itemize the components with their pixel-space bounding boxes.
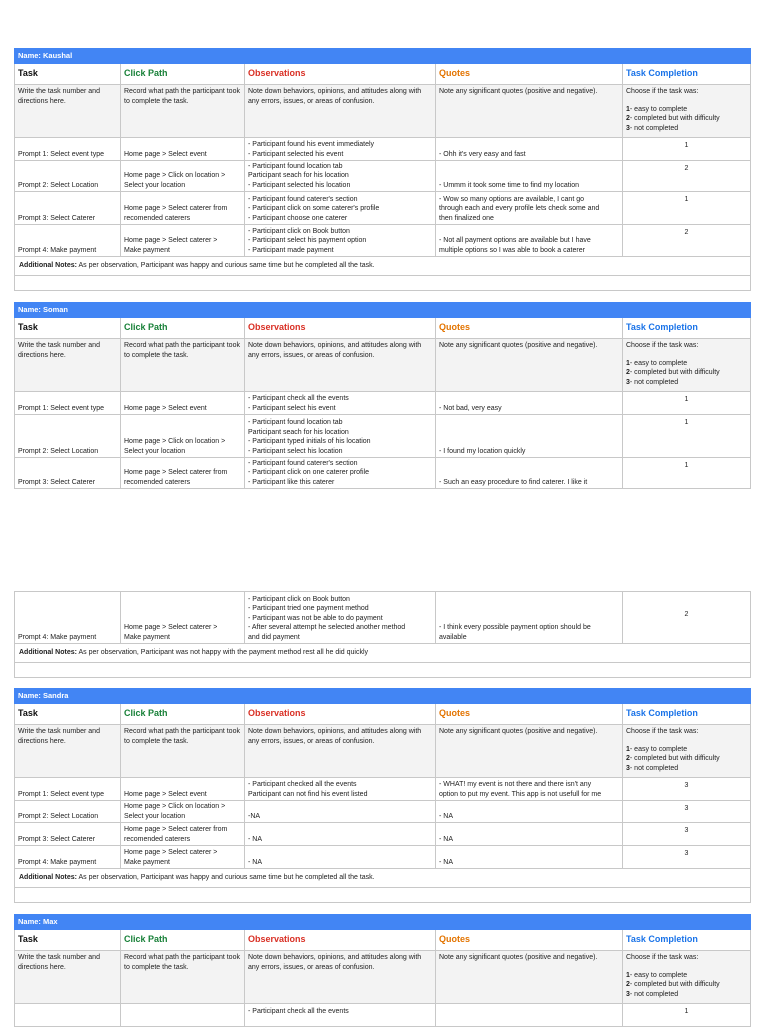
cell-click-path: Home page > Select caterer > Make payment — [121, 846, 245, 868]
additional-notes: Additional Notes: As per observation, Participant was not happy with the payment method rest all he did quickly — [14, 644, 751, 663]
cell-observations: - Participant check all the events - Participant select his event — [245, 392, 436, 414]
table-row — [14, 591, 751, 644]
empty-row — [14, 888, 751, 903]
cell-click-path: Home page > Select caterer > Make payment — [121, 225, 245, 256]
cell-completion: 1 — [623, 392, 751, 414]
cell-task: Prompt 4: Make payment — [14, 225, 121, 256]
header-quotes: Quotes — [436, 318, 623, 338]
empty-row — [14, 663, 751, 678]
cell-observations: - NA — [245, 823, 436, 845]
desc-observations: Note down behaviors, opinions, and attitudes along with any errors, issues, or areas of confusion. — [245, 951, 436, 1003]
cell-observations: - Participant click on Book button - Participant tried one payment method - Participant was not be able to do payment - After several attempt he selected another method and did payment — [245, 592, 436, 643]
description-row — [14, 951, 751, 1004]
participant-name-header: Name: Soman — [14, 302, 751, 318]
header-observations: Observations — [245, 704, 436, 724]
participant-section-sandra — [14, 688, 751, 903]
desc-click-path: Record what path the participant took to complete the task. — [121, 85, 245, 137]
cell-observations: - Participant found caterer's section - Participant click on some caterer's profile - Participant choose one caterer — [245, 192, 436, 224]
desc-quotes: Note any significant quotes (positive and negative). — [436, 85, 623, 137]
desc-task: Write the task number and directions here. — [14, 951, 121, 1003]
cell-quote: - NA — [436, 823, 623, 845]
participant-name-header: Name: Sandra — [14, 688, 751, 704]
header-click-path: Click Path — [121, 318, 245, 338]
header-task-completion: Task Completion — [623, 64, 751, 84]
cell-task: Prompt 2: Select Location — [14, 161, 121, 191]
desc-observations: Note down behaviors, opinions, and attitudes along with any errors, issues, or areas of confusion. — [245, 725, 436, 777]
cell-completion: 1 — [623, 458, 751, 488]
header-observations: Observations — [245, 318, 436, 338]
header-observations: Observations — [245, 930, 436, 950]
cell-quote: - Not all payment options are available but I have multiple options so I was able to book a caterer — [436, 225, 623, 256]
header-task: Task — [14, 704, 121, 724]
cell-task: Prompt 1: Select event type — [14, 138, 121, 160]
desc-click-path: Record what path the participant took to complete the task. — [121, 951, 245, 1003]
column-header-row — [14, 704, 751, 725]
header-click-path: Click Path — [121, 64, 245, 84]
desc-quotes: Note any significant quotes (positive and negative). — [436, 725, 623, 777]
cell-task: Prompt 4: Make payment — [14, 592, 121, 643]
description-row — [14, 339, 751, 392]
header-task: Task — [14, 318, 121, 338]
cell-quote: - Ummm it took some time to find my location — [436, 161, 623, 191]
cell-observations: - Participant found location tab Participant seach for his location - Participant typed initials of his location - Participant select his location — [245, 415, 436, 457]
cell-click-path: Home page > Select caterer from recomended caterers — [121, 458, 245, 488]
participant-section-kaushal — [14, 48, 751, 291]
description-row — [14, 725, 751, 778]
cell-click-path — [121, 1004, 245, 1026]
cell-quote: - WHAT! my event is not there and there isn't any option to put my event. This app is not usefull for me — [436, 778, 623, 800]
table-row — [14, 778, 751, 801]
cell-click-path: Home page > Click on location > Select your location — [121, 415, 245, 457]
table-row — [14, 846, 751, 869]
header-task-completion: Task Completion — [623, 318, 751, 338]
header-observations: Observations — [245, 64, 436, 84]
header-quotes: Quotes — [436, 64, 623, 84]
header-task-completion: Task Completion — [623, 704, 751, 724]
additional-notes: Additional Notes: As per observation, Participant was happy and curious same time but he completed all the task. — [14, 257, 751, 276]
desc-observations: Note down behaviors, opinions, and attitudes along with any errors, issues, or areas of confusion. — [245, 85, 436, 137]
table-row — [14, 392, 751, 415]
desc-completion-scale: Choose if the task was: 1- easy to complete 2- completed but with difficulty 3- not completed — [623, 339, 751, 391]
cell-task: Prompt 3: Select Caterer — [14, 192, 121, 224]
header-task: Task — [14, 64, 121, 84]
cell-quote: - NA — [436, 801, 623, 822]
cell-completion: 1 — [623, 1004, 751, 1026]
cell-observations: - Participant checked all the events Participant can not find his event listed — [245, 778, 436, 800]
desc-completion-scale: Choose if the task was: 1- easy to complete 2- completed but with difficulty 3- not completed — [623, 951, 751, 1003]
desc-quotes: Note any significant quotes (positive and negative). — [436, 339, 623, 391]
cell-quote: - I found my location quickly — [436, 415, 623, 457]
cell-observations: - Participant check all the events — [245, 1004, 436, 1026]
column-header-row — [14, 64, 751, 85]
desc-completion-scale: Choose if the task was: 1- easy to complete 2- completed but with difficulty 3- not completed — [623, 725, 751, 777]
desc-completion-scale: Choose if the task was: 1- easy to complete 2- completed but with difficulty 3- not completed — [623, 85, 751, 137]
participant-section-soman-continued — [14, 591, 751, 678]
cell-click-path: Home page > Select caterer from recomended caterers — [121, 823, 245, 845]
cell-click-path: Home page > Select caterer > Make payment — [121, 592, 245, 643]
table-row — [14, 138, 751, 161]
cell-click-path: Home page > Select event — [121, 392, 245, 414]
header-quotes: Quotes — [436, 930, 623, 950]
cell-quote: - Such an easy procedure to find caterer. I like it — [436, 458, 623, 488]
cell-quote: - Not bad, very easy — [436, 392, 623, 414]
cell-quote: - I think every possible payment option should be available — [436, 592, 623, 643]
additional-notes: Additional Notes: As per observation, Participant was happy and curious same time but he completed all the task. — [14, 869, 751, 888]
table-row — [14, 192, 751, 225]
cell-completion: 2 — [623, 592, 751, 643]
cell-task: Prompt 1: Select event type — [14, 392, 121, 414]
table-row — [14, 801, 751, 823]
empty-row — [14, 276, 751, 291]
cell-task: Prompt 2: Select Location — [14, 415, 121, 457]
cell-completion: 2 — [623, 161, 751, 191]
cell-completion: 3 — [623, 846, 751, 868]
cell-completion: 1 — [623, 138, 751, 160]
desc-click-path: Record what path the participant took to complete the task. — [121, 339, 245, 391]
description-row — [14, 85, 751, 138]
cell-task: Prompt 2: Select Location — [14, 801, 121, 822]
cell-task: Prompt 4: Make payment — [14, 846, 121, 868]
table-row — [14, 225, 751, 257]
cell-observations: - Participant found location tab Participant seach for his location - Participant selected his location — [245, 161, 436, 191]
cell-completion: 1 — [623, 192, 751, 224]
header-task: Task — [14, 930, 121, 950]
desc-task: Write the task number and directions here. — [14, 85, 121, 137]
cell-observations: -NA — [245, 801, 436, 822]
desc-task: Write the task number and directions here. — [14, 339, 121, 391]
cell-task: Prompt 3: Select Caterer — [14, 823, 121, 845]
column-header-row — [14, 930, 751, 951]
table-row — [14, 415, 751, 458]
participant-name-header: Name: Kaushal — [14, 48, 751, 64]
cell-task: Prompt 3: Select Caterer — [14, 458, 121, 488]
cell-completion: 3 — [623, 801, 751, 822]
desc-quotes: Note any significant quotes (positive and negative). — [436, 951, 623, 1003]
cell-quote: - Ohh it's very easy and fast — [436, 138, 623, 160]
cell-click-path: Home page > Select event — [121, 138, 245, 160]
cell-click-path: Home page > Click on location > Select your location — [121, 161, 245, 191]
header-quotes: Quotes — [436, 704, 623, 724]
participant-section-max — [14, 914, 751, 1027]
desc-click-path: Record what path the participant took to complete the task. — [121, 725, 245, 777]
header-click-path: Click Path — [121, 930, 245, 950]
header-task-completion: Task Completion — [623, 930, 751, 950]
cell-click-path: Home page > Select caterer from recomended caterers — [121, 192, 245, 224]
cell-completion: 2 — [623, 225, 751, 256]
desc-observations: Note down behaviors, opinions, and attitudes along with any errors, issues, or areas of confusion. — [245, 339, 436, 391]
cell-observations: - Participant click on Book button - Participant select his payment option - Participant made payment — [245, 225, 436, 256]
cell-completion: 3 — [623, 823, 751, 845]
cell-click-path: Home page > Select event — [121, 778, 245, 800]
cell-click-path: Home page > Click on location > Select your location — [121, 801, 245, 822]
desc-task: Write the task number and directions here. — [14, 725, 121, 777]
cell-observations: - Participant found caterer's section - Participant click on one caterer profile - Participant like this caterer — [245, 458, 436, 488]
cell-quote: - NA — [436, 846, 623, 868]
cell-task: Prompt 1: Select event type — [14, 778, 121, 800]
column-header-row — [14, 318, 751, 339]
cell-quote — [436, 1004, 623, 1026]
participant-section-soman — [14, 302, 751, 489]
participant-name-header: Name: Max — [14, 914, 751, 930]
table-row — [14, 823, 751, 846]
table-row — [14, 161, 751, 192]
header-click-path: Click Path — [121, 704, 245, 724]
cell-observations: - NA — [245, 846, 436, 868]
cell-task — [14, 1004, 121, 1026]
cell-quote: - Wow so many options are available, I cant go through each and every profile lets check some and then finalized one — [436, 192, 623, 224]
cell-completion: 1 — [623, 415, 751, 457]
cell-completion: 3 — [623, 778, 751, 800]
table-row — [14, 458, 751, 489]
cell-observations: - Participant found his event immediately - Participant selected his event — [245, 138, 436, 160]
